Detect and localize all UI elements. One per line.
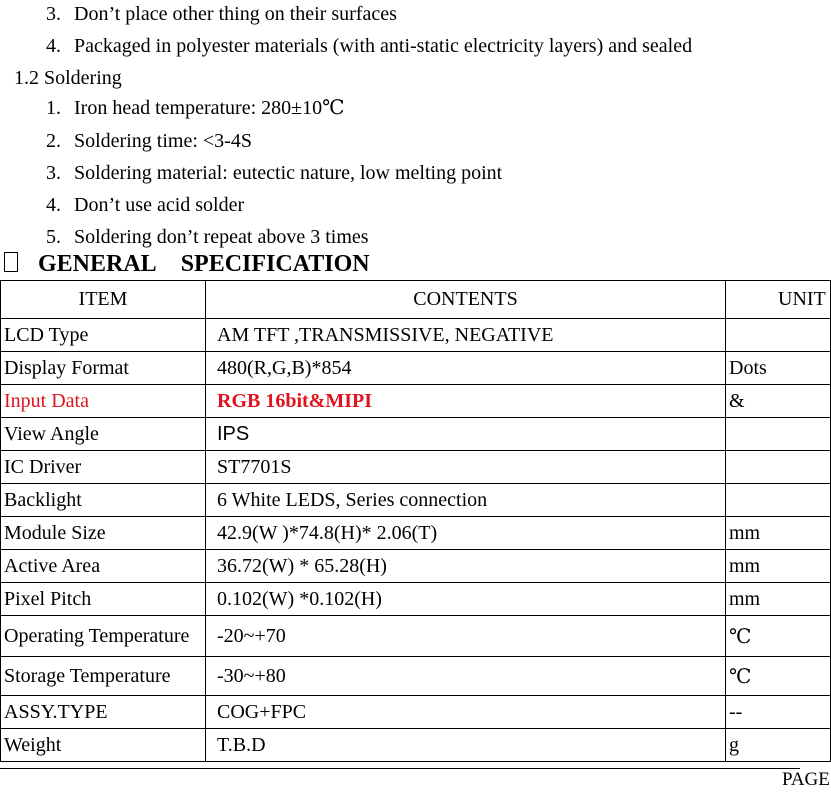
list-item xyxy=(46,193,244,217)
contents-cell: 480(R,G,B)*854 xyxy=(206,352,726,385)
list-text: Soldering time: <3-4S xyxy=(74,130,252,152)
item-cell: Display Format xyxy=(1,352,206,385)
header-contents: CONTENTS xyxy=(206,281,726,319)
header-item: ITEM xyxy=(1,281,206,319)
contents-cell: COG+FPC xyxy=(206,696,726,729)
contents-cell: ST7701S xyxy=(206,451,726,484)
contents-cell: 42.9(W )*74.8(H)* 2.06(T) xyxy=(206,517,726,550)
checkbox-glyph-icon xyxy=(4,252,18,272)
table-row xyxy=(1,319,831,352)
unit-cell: mm xyxy=(726,583,831,616)
section-heading-general-specification xyxy=(4,250,370,278)
unit-cell xyxy=(726,418,831,451)
list-text: Soldering material: eutectic nature, low melting point xyxy=(74,162,503,184)
list-text: Iron head temperature: 280±10℃ xyxy=(74,97,345,119)
item-cell: Weight xyxy=(1,729,206,762)
spec-table xyxy=(0,280,831,762)
unit-cell: g xyxy=(726,729,831,762)
list-text: Packaged in polyester materials (with anti-static electricity layers) and sealed xyxy=(74,35,693,57)
unit-cell: ℃ xyxy=(726,657,831,696)
item-cell: Active Area xyxy=(1,550,206,583)
header-unit: UNIT xyxy=(726,281,831,319)
item-cell: IC Driver xyxy=(1,451,206,484)
item-cell: Pixel Pitch xyxy=(1,583,206,616)
contents-cell: IPS xyxy=(206,418,726,451)
table-row xyxy=(1,583,831,616)
list-item xyxy=(46,96,344,120)
item-cell: Backlight xyxy=(1,484,206,517)
list-item xyxy=(46,225,369,249)
table-header-row xyxy=(1,281,831,319)
table-row xyxy=(1,418,831,451)
item-cell: Input Data xyxy=(1,385,206,418)
list-number: 3. xyxy=(46,3,61,25)
list-item xyxy=(46,161,502,185)
contents-cell: 6 White LEDS, Series connection xyxy=(206,484,726,517)
list-number: 3. xyxy=(46,162,61,184)
contents-cell: T.B.D xyxy=(206,729,726,762)
list-number: 5. xyxy=(46,226,61,248)
item-cell: Module Size xyxy=(1,517,206,550)
title-word-general: GENERAL xyxy=(38,251,157,277)
contents-cell: AM TFT ,TRANSMISSIVE, NEGATIVE xyxy=(206,319,726,352)
item-cell: ASSY.TYPE xyxy=(1,696,206,729)
list-text: Don’t place other thing on their surfaces xyxy=(74,3,397,25)
table-row xyxy=(1,352,831,385)
table-row xyxy=(1,484,831,517)
list-item xyxy=(46,2,397,26)
contents-cell: -20~+70 xyxy=(206,616,726,657)
section-heading-soldering: 1.2 Soldering xyxy=(14,67,122,89)
unit-cell: ℃ xyxy=(726,616,831,657)
table-row xyxy=(1,616,831,657)
list-number: 2. xyxy=(46,130,61,152)
item-cell: Operating Temperature xyxy=(1,616,206,657)
unit-cell: Dots xyxy=(726,352,831,385)
table-row xyxy=(1,696,831,729)
unit-cell: mm xyxy=(726,517,831,550)
item-cell: View Angle xyxy=(1,418,206,451)
list-item xyxy=(46,129,252,153)
contents-cell: 36.72(W) * 65.28(H) xyxy=(206,550,726,583)
table-row xyxy=(1,451,831,484)
unit-cell xyxy=(726,451,831,484)
footer-divider xyxy=(0,768,800,769)
unit-cell: -- xyxy=(726,696,831,729)
item-cell: Storage Temperature xyxy=(1,657,206,696)
list-item xyxy=(46,34,692,58)
table-row xyxy=(1,550,831,583)
contents-cell: 0.102(W) *0.102(H) xyxy=(206,583,726,616)
contents-cell: RGB 16bit&MIPI xyxy=(206,385,726,418)
list-number: 4. xyxy=(46,35,61,57)
unit-cell: & xyxy=(726,385,831,418)
page-label: PAGE xyxy=(782,769,830,790)
table-row xyxy=(1,657,831,696)
table-row xyxy=(1,517,831,550)
unit-cell xyxy=(726,319,831,352)
list-number: 1. xyxy=(46,97,61,119)
item-cell: LCD Type xyxy=(1,319,206,352)
list-text: Soldering don’t repeat above 3 times xyxy=(74,226,369,248)
unit-cell xyxy=(726,484,831,517)
contents-cell: -30~+80 xyxy=(206,657,726,696)
title-word-specification: SPECIFICATION xyxy=(180,251,370,277)
list-number: 4. xyxy=(46,194,61,216)
list-text: Don’t use acid solder xyxy=(74,194,245,216)
table-row xyxy=(1,385,831,418)
unit-cell: mm xyxy=(726,550,831,583)
table-row xyxy=(1,729,831,762)
